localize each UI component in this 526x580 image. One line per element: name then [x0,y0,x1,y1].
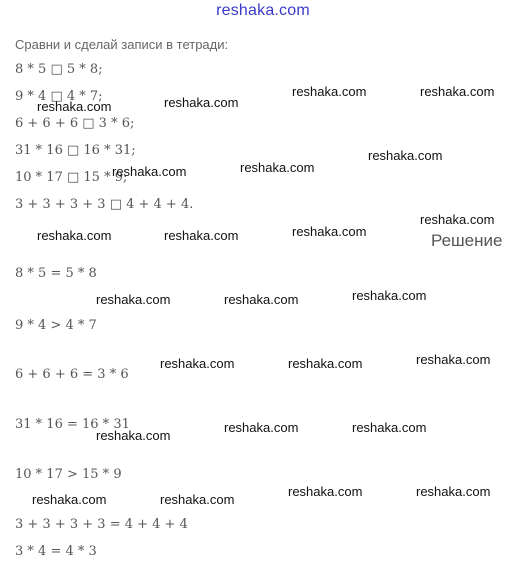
watermark: reshaka.com [420,212,495,227]
watermark: reshaka.com [164,228,239,243]
task-expression: 6 + 6 + 6 □ 3 * 6; [15,116,135,131]
watermark: reshaka.com [112,164,187,179]
solution-answer: 10 * 17 > 15 * 9 [15,467,122,482]
solution-answer: 3 + 3 + 3 + 3 = 4 + 4 + 4 [15,517,188,532]
watermark: reshaka.com [352,420,427,435]
task-expression: 3 + 3 + 3 + 3 □ 4 + 4 + 4. [15,197,194,212]
watermark: reshaka.com [352,288,427,303]
watermark: reshaka.com [292,84,367,99]
solution-answer: 6 + 6 + 6 = 3 * 6 [15,367,129,382]
watermark: reshaka.com [224,292,299,307]
watermark: reshaka.com [288,484,363,499]
watermark: reshaka.com [420,84,495,99]
task-expression: 9 * 4 □ 4 * 7; [15,89,103,104]
watermark: reshaka.com [292,224,367,239]
solution-answer: 8 * 5 = 5 * 8 [15,266,97,281]
watermark: reshaka.com [416,352,491,367]
solution-answer: 9 * 4 > 4 * 7 [15,318,97,333]
watermark: reshaka.com [37,99,112,114]
watermark: reshaka.com [368,148,443,163]
watermark: reshaka.com [96,428,171,443]
task-instruction: Сравни и сделай записи в тетради: [15,37,229,52]
solution-answer: 3 * 4 = 4 * 3 [15,544,97,559]
watermark: reshaka.com [160,492,235,507]
watermark: reshaka.com [224,420,299,435]
watermark: reshaka.com [164,95,239,110]
watermark: reshaka.com [288,356,363,371]
watermark: reshaka.com [160,356,235,371]
task-expression: 8 * 5 □ 5 * 8; [15,62,103,77]
watermark: reshaka.com [240,160,315,175]
task-expression: 10 * 17 □ 15 * 9; [15,170,128,185]
solution-heading: Решение [431,231,503,250]
solution-answer: 31 * 16 = 16 * 31 [15,417,130,432]
watermark: reshaka.com [416,484,491,499]
site-logo: reshaka.com [216,2,310,19]
watermark: reshaka.com [96,292,171,307]
task-expression: 31 * 16 □ 16 * 31; [15,143,136,158]
watermark: reshaka.com [37,228,112,243]
watermark: reshaka.com [32,492,107,507]
